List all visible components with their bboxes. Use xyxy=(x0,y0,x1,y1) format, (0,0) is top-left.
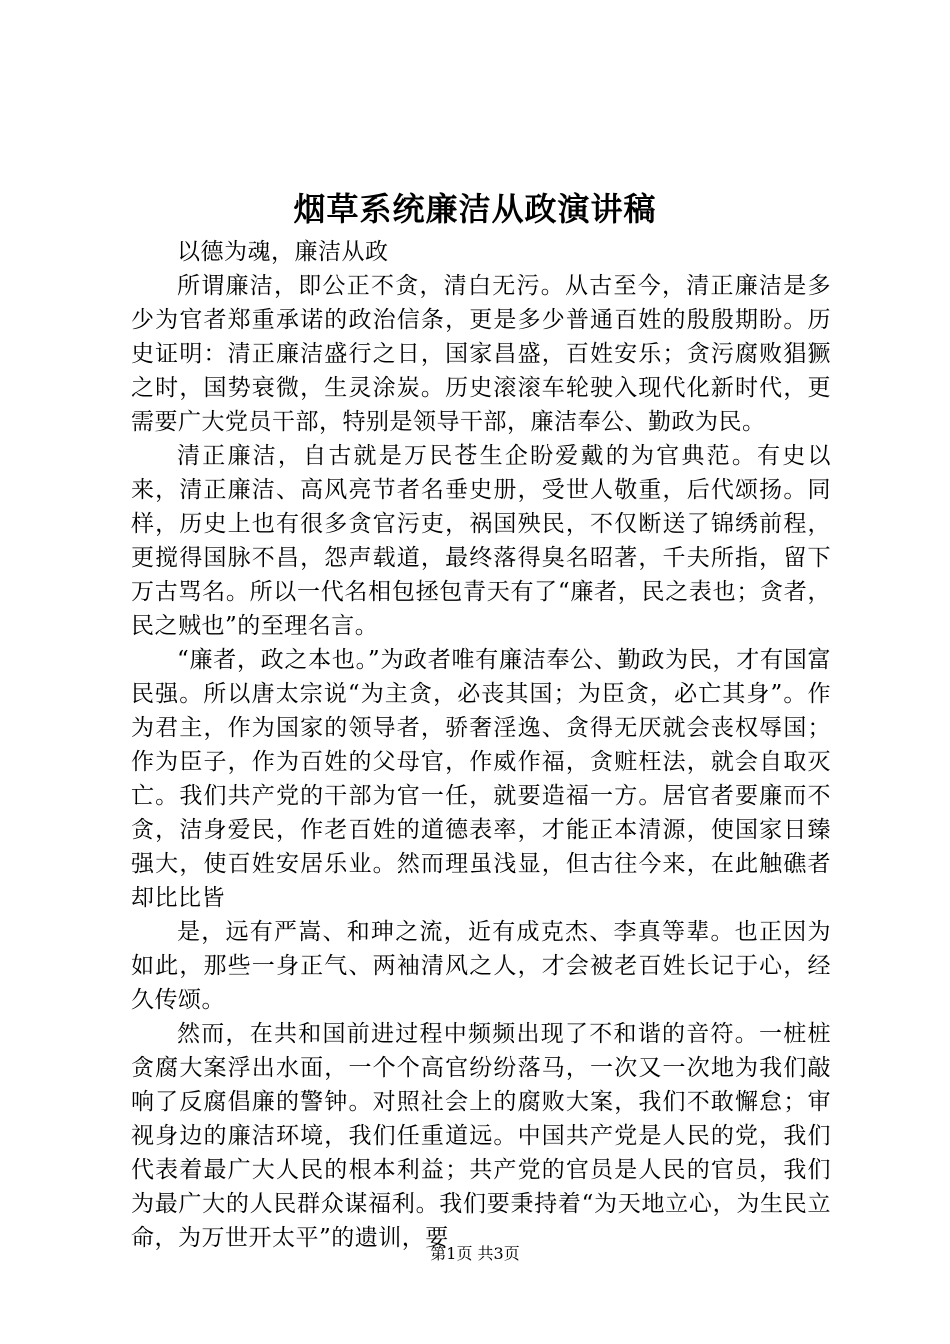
document-title: 烟草系统廉洁从政演讲稿 xyxy=(293,190,657,228)
paragraph: 是，远有严嵩、和珅之流，近有成克杰、李真等辈。也正因为如此，那些一身正气、两袖清风之人，才会被老百姓长记于心，经久传颂。 xyxy=(131,919,831,1013)
paragraph: 清正廉洁，自古就是万民苍生企盼爱戴的为官典范。有史以来，清正廉洁、高风亮节者名垂史册，受世人敬重，后代颂扬。同样，历史上也有很多贪官污吏，祸国殃民，不仅断送了锦绣前程，更搅得国脉不昌，怨声载道，最终落得臭名昭著，千夫所指，留下万古骂名。所以一代名相包拯包青天有了“廉者，民之表也；贪者，民之贼也”的至理名言。 xyxy=(131,443,831,639)
paragraph: 然而，在共和国前进过程中频频出现了不和谐的音符。一桩桩贪腐大案浮出水面，一个个高官纷纷落马，一次又一次地为我们敲响了反腐倡廉的警钟。对照社会上的腐败大案，我们不敢懈怠；审视身边的廉洁环境，我们任重道远。中国共产党是人民的党，我们代表着最广大人民的根本利益；共产党的官员是人民的官员，我们为最广大的人民群众谋福利。我们要秉持着“为天地立心，为生民立命，为万世开太平”的遗训，要 xyxy=(131,1021,831,1251)
paragraph: “廉者，政之本也。”为政者唯有廉洁奉公、勤政为民，才有国富民强。所以唐太宗说“为主贪，必丧其国；为臣贪，必亡其身”。作为君主，作为国家的领导者，骄奢淫逸、贪得无厌就会丧权辱国；作为臣子，作为百姓的父母官，作威作福，贪赃枉法，就会自取灭亡。我们共产党的干部为官一任，就要造福一方。居官者要廉而不贪，洁身爱民，作老百姓的道德表率，才能正本清源，使国家日臻强大，使百姓安居乐业。然而理虽浅显，但古往今来，在此触礁者却比比皆 xyxy=(131,647,831,911)
paragraph-subtitle: 以德为魂，廉洁从政 xyxy=(177,239,389,265)
document-body xyxy=(131,235,831,1255)
paragraph: 所谓廉洁，即公正不贪，清白无污。从古至今，清正廉洁是多少为官者郑重承诺的政治信条，更是多少普通百姓的殷殷期盼。历史证明：清正廉洁盛行之日，国家昌盛，百姓安乐；贪污腐败猖獗之时，国势衰微，生灵涂炭。历史滚滚车轮驶入现代化新时代，更需要广大党员干部，特别是领导干部，廉洁奉公、勤政为民。 xyxy=(131,273,831,435)
page-footer: 第1页 共3页 xyxy=(430,1244,520,1263)
